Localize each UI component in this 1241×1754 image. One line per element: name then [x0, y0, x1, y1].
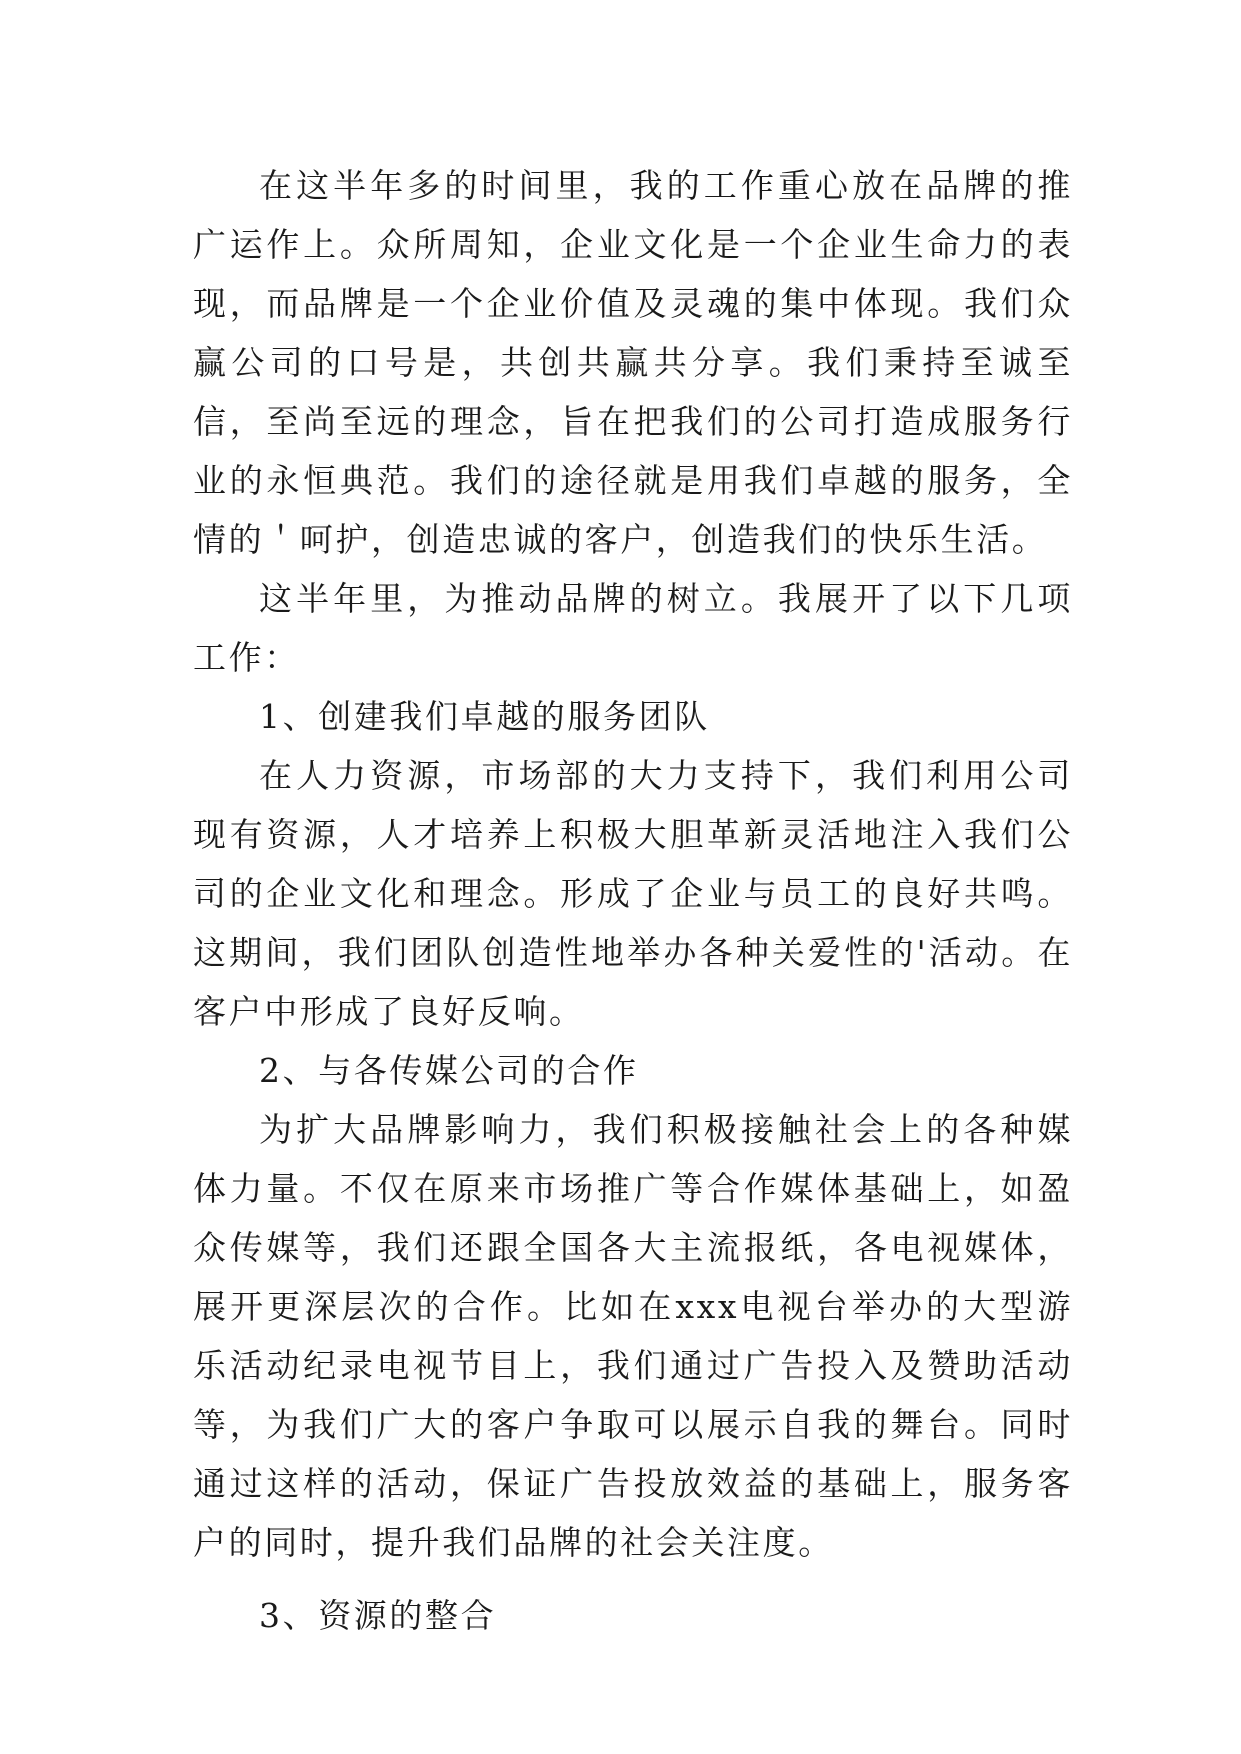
document-body	[193, 156, 1073, 1645]
section-heading-3: 3、资源的整合	[259, 1596, 497, 1635]
section-heading-2: 2、与各传媒公司的合作	[259, 1051, 639, 1090]
section-heading-1: 1、创建我们卓越的服务团队	[259, 697, 710, 736]
paragraph-work-summary: 这半年里，为推动品牌的树立。我展开了以下几项工作：	[193, 579, 1073, 677]
paragraph-media-cooperation: 为扩大品牌影响力，我们积极接触社会上的各种媒体力量。不仅在原来市场推广等合作媒体基础上，如盈众传媒等，我们还跟全国各大主流报纸，各电视媒体，展开更深层次的合作。比如在xxx电视台举办的大型游乐活动纪录电视节目上，我们通过广告投入及赞助活动等，为我们广大的客户争取可以展示自我的舞台。同时通过这样的活动，保证广告投放效益的基础上，服务客户的同时，提升我们品牌的社会关注度。	[193, 1110, 1073, 1562]
paragraph-brand-intro: 在这半年多的时间里，我的工作重心放在品牌的推广运作上。众所周知，企业文化是一个企业生命力的表现，而品牌是一个企业价值及灵魂的集中体现。我们众赢公司的口号是，共创共赢共分享。我们秉持至诚至信，至尚至远的理念，旨在把我们的公司打造成服务行业的永恒典范。我们的途径就是用我们卓越的服务，全情的＇呵护，创造忠诚的客户，创造我们的快乐生活。	[193, 166, 1073, 559]
paragraph-service-team: 在人力资源，市场部的大力支持下，我们利用公司现有资源，人才培养上积极大胆革新灵活地注入我们公司的企业文化和理念。形成了企业与员工的良好共鸣。这期间，我们团队创造性地举办各种关爱性的'活动。在客户中形成了良好反响。	[193, 756, 1073, 1031]
